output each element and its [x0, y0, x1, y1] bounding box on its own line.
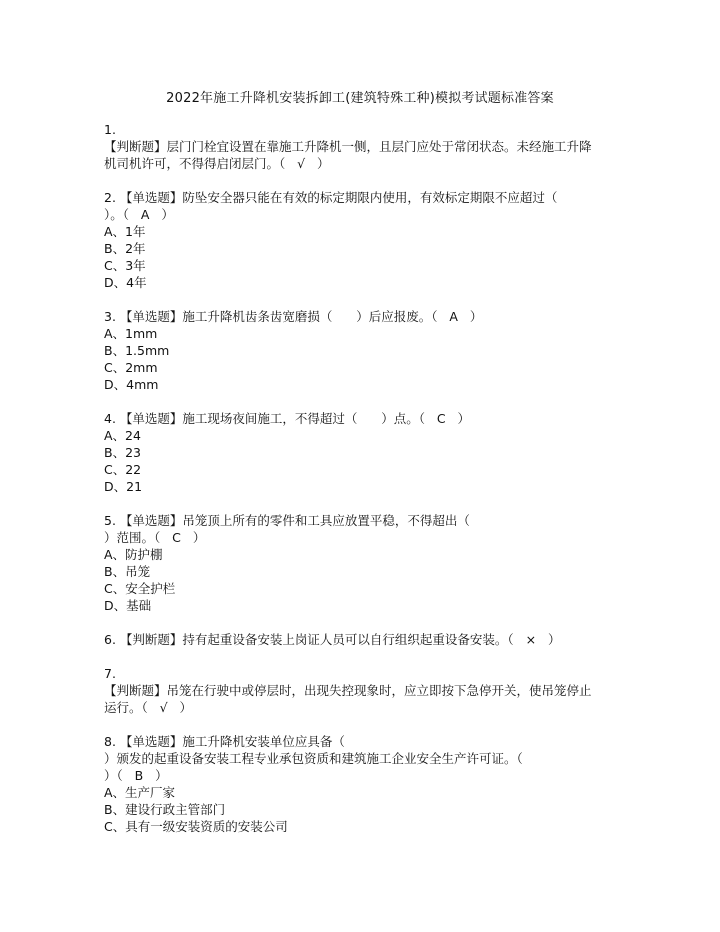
- question-line: 【判断题】层门门栓宜设置在靠施工升降机一侧，且层门应处于常闭状态。未经施工升降: [104, 139, 592, 154]
- answer-option: C、安全护栏: [104, 581, 176, 596]
- question-line: 2. 【单选题】防坠安全器只能在有效的标定期限内使用，有效标定期限不应超过（: [104, 190, 558, 205]
- answer-option: B、23: [104, 445, 141, 460]
- page-title: 2022年施工升降机安装拆卸工(建筑特殊工种)模拟考试题标准答案: [166, 91, 554, 106]
- answer-option: A、防护棚: [104, 547, 163, 562]
- question-line: 5. 【单选题】吊笼顶上所有的零件和工具应放置平稳，不得超出（: [104, 513, 470, 528]
- question-line: ）。（ A ）: [104, 207, 174, 222]
- answer-option: D、21: [104, 479, 143, 494]
- answer-option: B、2年: [104, 241, 146, 256]
- answer-option: A、24: [104, 428, 141, 443]
- question-line: 机司机许可，不得得启闭层门。（ √ ）: [104, 156, 330, 171]
- answer-option: D、4年: [104, 275, 147, 290]
- answer-option: C、22: [104, 462, 142, 477]
- answer-option: A、1年: [104, 224, 146, 239]
- answer-option: A、1mm: [104, 326, 158, 341]
- question-3: [104, 308, 624, 393]
- question-6: [104, 631, 624, 648]
- question-line: 【判断题】吊笼在行驶中或停层时，出现失控现象时，应立即按下急停开关，使吊笼停止: [104, 683, 592, 698]
- question-8: [104, 733, 624, 835]
- question-line: ）范围。（ C ）: [104, 530, 206, 545]
- answer-option: B、建设行政主管部门: [104, 802, 226, 817]
- question-line: 1.: [104, 122, 116, 137]
- question-7: [104, 665, 624, 716]
- question-line: 运行。（ √ ）: [104, 700, 193, 715]
- question-line: 6. 【判断题】持有起重设备安装上岗证人员可以自行组织起重设备安装。（ × ）: [104, 632, 561, 647]
- answer-option: D、4mm: [104, 377, 159, 392]
- question-line: 4. 【单选题】施工现场夜间施工，不得超过（ ）点。（ C ）: [104, 411, 471, 426]
- question-2: [104, 189, 624, 291]
- question-line: 7.: [104, 666, 116, 681]
- question-line: ）颁发的起重设备安装工程专业承包资质和建筑施工企业安全生产许可证。（: [104, 751, 523, 766]
- answer-option: C、2mm: [104, 360, 158, 375]
- question-line: 8. 【单选题】施工升降机安装单位应具备（: [104, 734, 345, 749]
- question-list: [104, 121, 624, 852]
- answer-option: D、基础: [104, 598, 152, 613]
- question-line: 3. 【单选题】施工升降机齿条齿宽磨损（ ）后应报废。（ A ）: [104, 309, 483, 324]
- answer-option: B、吊笼: [104, 564, 151, 579]
- answer-option: C、3年: [104, 258, 146, 273]
- answer-option: C、具有一级安装资质的安装公司: [104, 819, 288, 834]
- answer-option: A、生产厂家: [104, 785, 176, 800]
- answer-option: B、1.5mm: [104, 343, 170, 358]
- question-4: [104, 410, 624, 495]
- question-5: [104, 512, 624, 614]
- question-line: ）（ B ）: [104, 768, 168, 783]
- question-1: [104, 121, 624, 172]
